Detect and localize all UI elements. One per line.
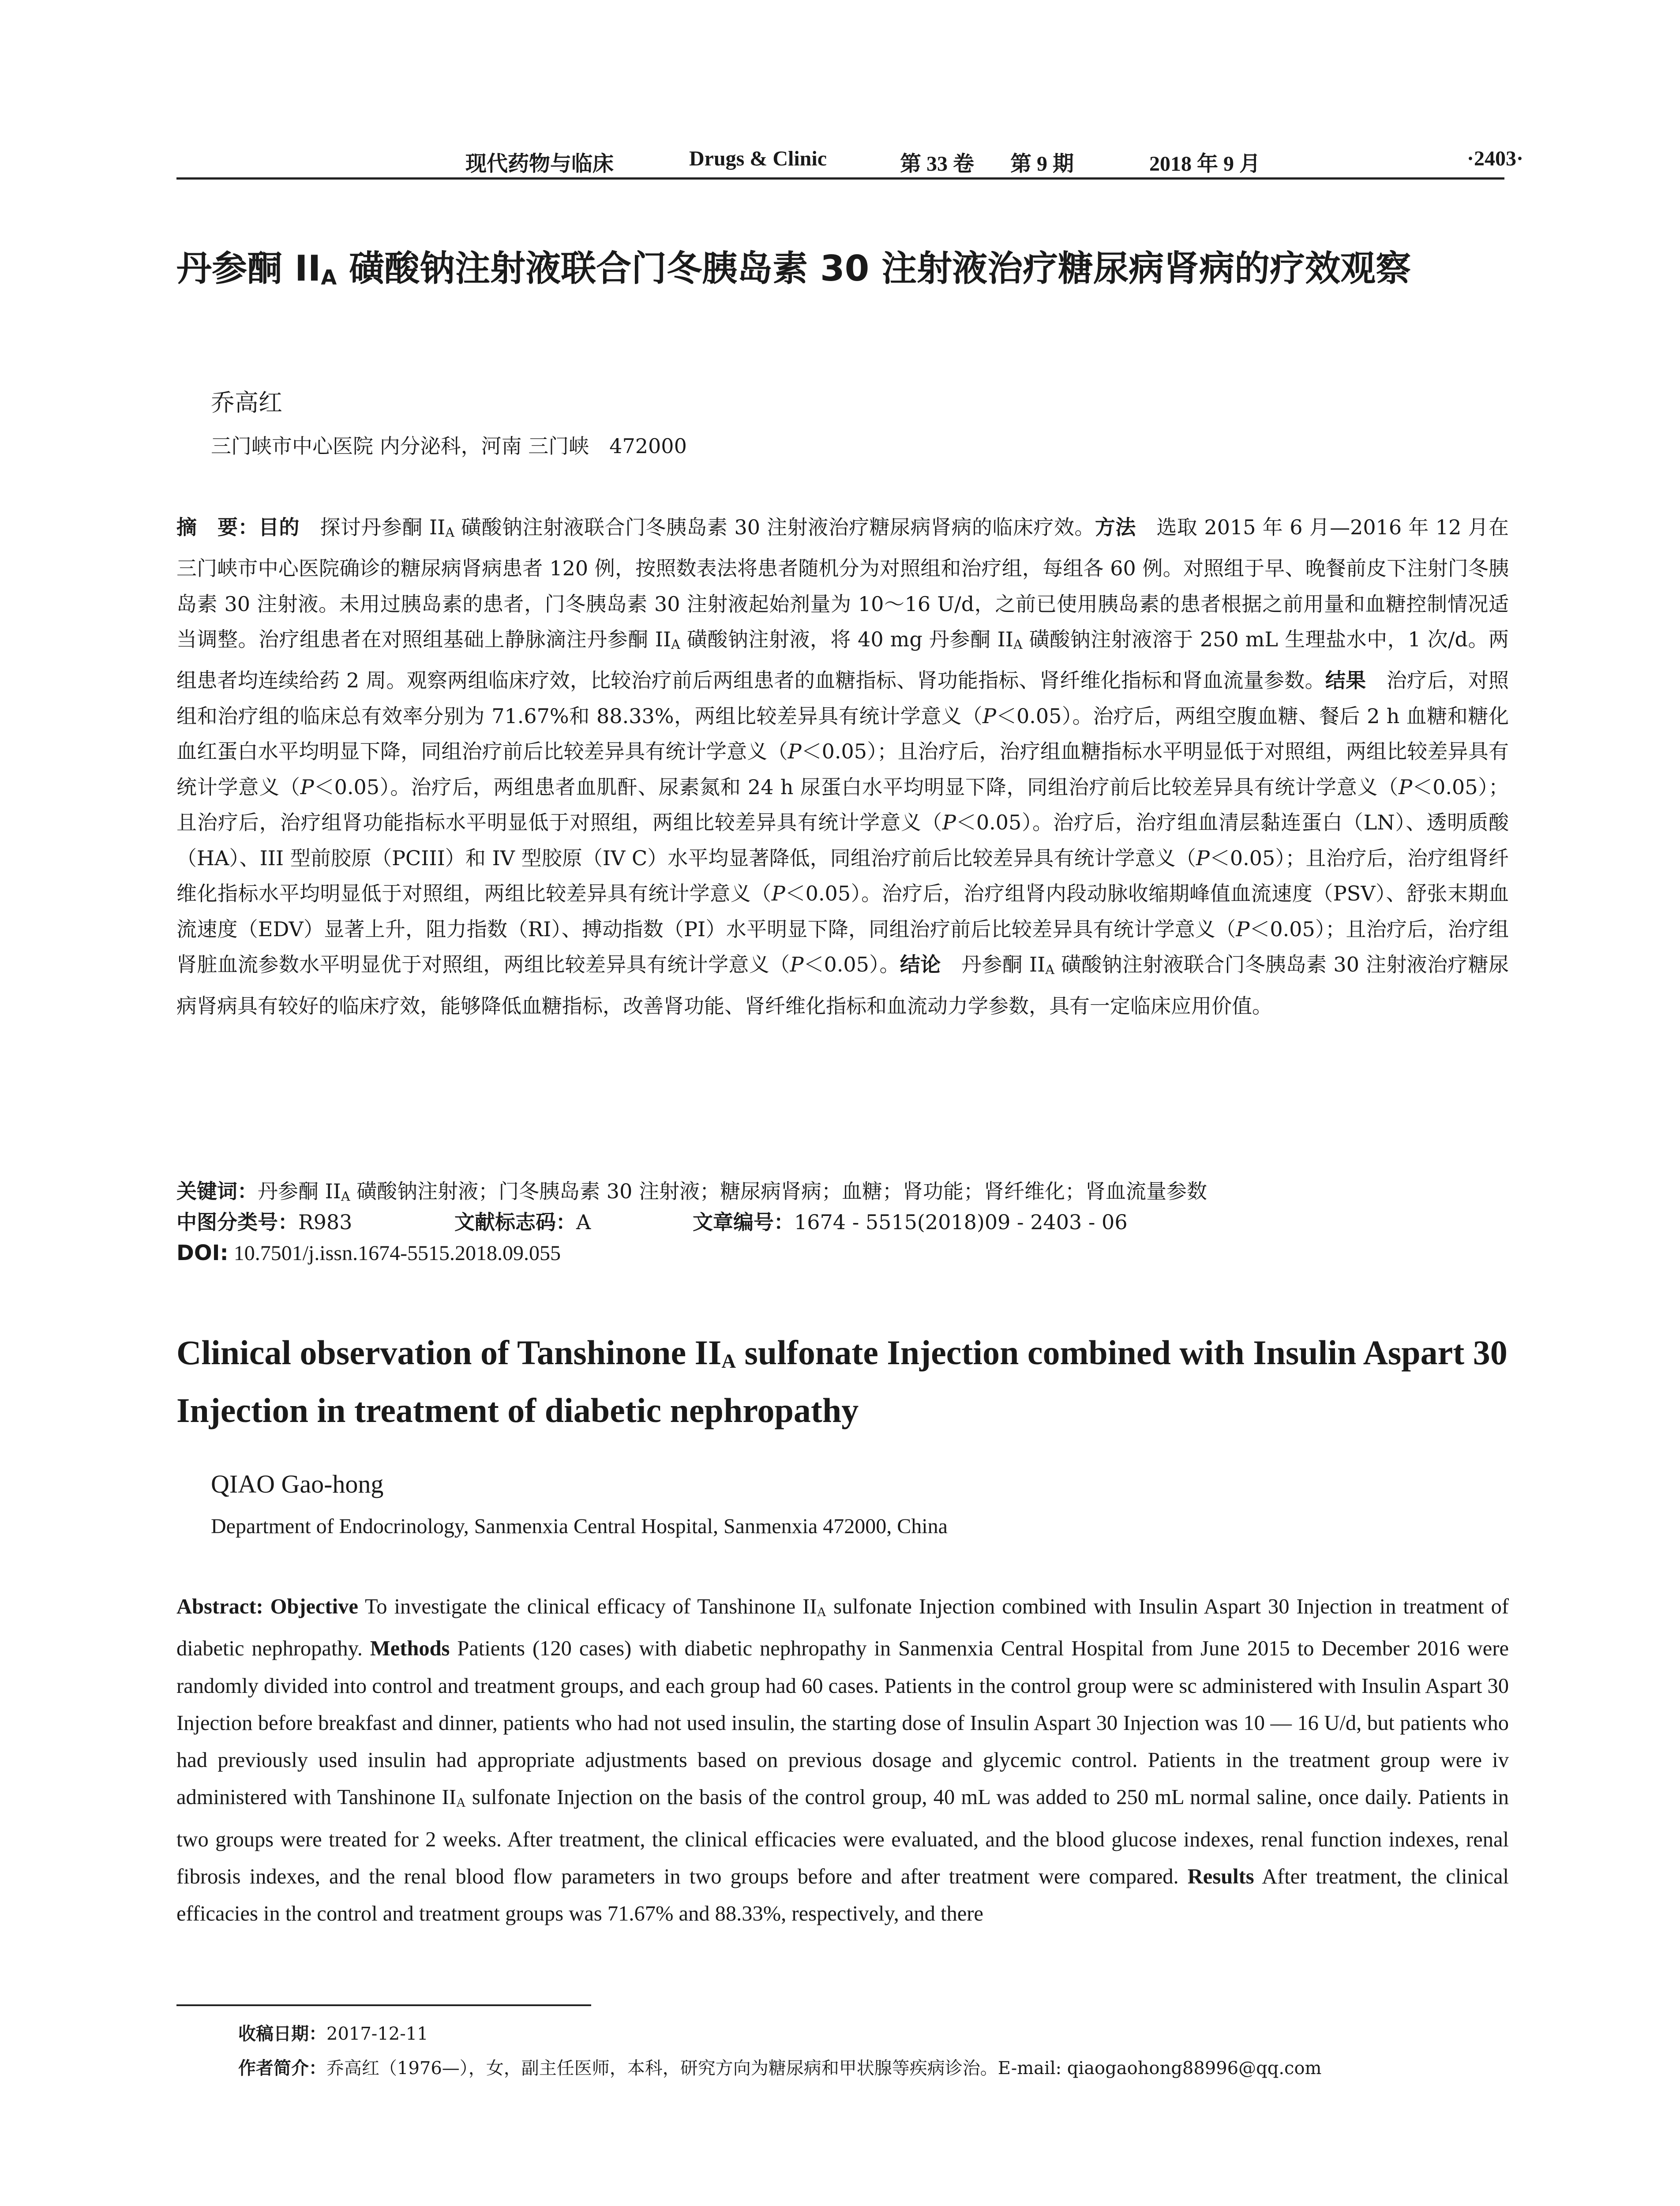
footnote-received-date: 收稿日期：2017-12-11 [238,2024,428,2044]
running-header [176,140,1524,180]
author-name-cn: 乔高红 [211,389,282,416]
affiliation-en: Department of Endocrinology, Sanmenxia Central Hospital, Sanmenxia 472000, China [211,1515,948,1538]
journal-name-en: Drugs & Clinic [689,147,827,170]
footnote-author-bio: 作者简介：乔高红（1976—），女，副主任医师，本科，研究方向为糖尿病和甲状腺等疾病诊治。E-mail: qiaogaohong88996@qq.com [238,2058,1322,2078]
affiliation-cn: 三门峡市中心医院 内分泌科，河南 三门峡 472000 [211,434,687,458]
volume: 第 33 卷 [900,152,975,176]
author-name-en: QIAO Gao-hong [211,1470,384,1498]
abstract-en: Abstract: Objective To investigate the clinical efficacy of Tanshinone $II_A$ sulfonate Injection combined with Insulin Aspart 30 Injection in treatment of diabetic nephropathy. Methods Patients (120 cases) with diabetic nephropathy in Sanmenxia Central Hospital from June 2015 to December 2016 were randomly divided into control and treatment groups, and each group had 60 cases. Patients in the control group were sc administered with Insulin Aspart 30 Injection before breakfast and dinner, patients who had not used insulin, the starting dose of Insulin Aspart 30 Injection was 10 — 16 U/d, but patients who had previously used insulin had appropriate adjustments based on previous dosage and glycemic control. Patients in the treatment group were iv administered with Tanshinone $II_A$ sulfonate Injection on the basis of the control group, 40 mL was added to 250 mL normal saline, once daily. Patients in two groups were treated for 2 weeks. After treatment, the clinical efficacies were evaluated, and the blood glucose indexes, renal function indexes, renal fibrosis indexes, and the renal blood flow parameters in two groups before and after treatment were compared. Results After treatment, the clinical efficacies in the control and treatment groups was 71.67% and 88.33%, respectively, and there [176,1595,1509,1926]
abstract-cn: 摘 要：目的 探讨丹参酮 $II_A$ 磺酸钠注射液联合门冬胰岛素 30 注射液治疗糖尿病肾病的临床疗效。方法 选取 2015 年 6 月—2016 年 12 月在三门峡市中心医院确诊的糖尿病肾病患者 120 例，按照数表法将患者随机分为对照组和治疗组，每组各 60 例。对照组于早、晚餐前皮下注射门冬胰岛素 30 注射液。未用过胰岛素的患者，门冬胰岛素 30 注射液起始剂量为 10～16 U/d，之前已使用胰岛素的患者根据之前用量和血糖控制情况适当调整。治疗组患者在对照组基础上静脉滴注丹参酮 $II_A$ 磺酸钠注射液，将 40 mg 丹参酮 $II_A$ 磺酸钠注射液溶于 250 mL 生理盐水中，1 次/d。两组患者均连续给药 2 周。观察两组临床疗效，比较治疗前后两组患者的血糖指标、肾功能指标、肾纤维化指标和肾血流量参数。结果 治疗后，对照组和治疗组的临床总有效率分别为 71.67%和 88.33%，两组比较差异具有统计学意义（P＜0.05）。治疗后，两组空腹血糖、餐后 2 h 血糖和糖化血红蛋白水平均明显下降，同组治疗前后比较差异具有统计学意义（P＜0.05）；且治疗后，治疗组血糖指标水平明显低于对照组，两组比较差异具有统计学意义（P＜0.05）。治疗后，两组患者血肌酐、尿素氮和 24 h 尿蛋白水平均明显下降，同组治疗前后比较差异具有统计学意义（P＜0.05）；且治疗后，治疗组肾功能指标水平明显低于对照组，两组比较差异具有统计学意义（P＜0.05）。治疗后，治疗组血清层黏连蛋白（LN）、透明质酸（HA）、III 型前胶原（PCIII）和 IV 型胶原（IV C）水平均显著降低，同组治疗前后比较差异具有统计学意义（P＜0.05）；且治疗后，治疗组肾纤维化指标水平均明显低于对照组，两组比较差异具有统计学意义（P＜0.05）。治疗后，治疗组肾内段动脉收缩期峰值血流速度（PSV）、舒张末期血流速度（EDV）显著上升，阻力指数（RI）、搏动指数（PI）水平明显下降，同组治疗前后比较差异具有统计学意义（P＜0.05）；且治疗后，治疗组肾脏血流参数水平明显优于对照组，两组比较差异具有统计学意义（P＜0.05）。结论 丹参酮 $II_A$ 磺酸钠注射液联合门冬胰岛素 30 注射液治疗糖尿病肾病具有较好的临床疗效，能够降低血糖指标，改善肾功能、肾纤维化指标和血流动力学参数，具有一定临床应用价值。 [176,515,1509,1018]
issue-date: 2018 年 9 月 [1149,152,1261,176]
issue: 第 9 期 [1010,152,1074,176]
doi: DOI: 10.7501/j.issn.1674-5515.2018.09.055 [176,1241,561,1265]
page-number: ·2403· [1467,147,1524,170]
document-code: 文献标志码： A [454,1210,591,1234]
article-number: 文章编号： 1674 - 5515(2018)09 - 2403 - 06 [693,1210,1128,1234]
journal-name-cn: 现代药物与临床 [465,152,614,176]
keywords-cn: 关键词：丹参酮 $II_A$ 磺酸钠注射液；门冬胰岛素 30 注射液；糖尿病肾病；血糖；肾功能；肾纤维化；肾血流量参数 [176,1179,1207,1204]
footnote-divider [176,2004,591,2006]
classification-line [176,1207,1509,1238]
article-title-en: Clinical observation of Tanshinone $II_A$ sulfonate Injection combined with Insulin Aspart 30 Injection in treatment of diabetic nephropathy [176,1333,1508,1430]
article-title-cn: 丹参酮 $II_A$ 磺酸钠注射液联合门冬胰岛素 30 注射液治疗糖尿病肾病的疗效观察 [176,248,1411,289]
clc-number: 中图分类号： R983 [176,1210,352,1234]
